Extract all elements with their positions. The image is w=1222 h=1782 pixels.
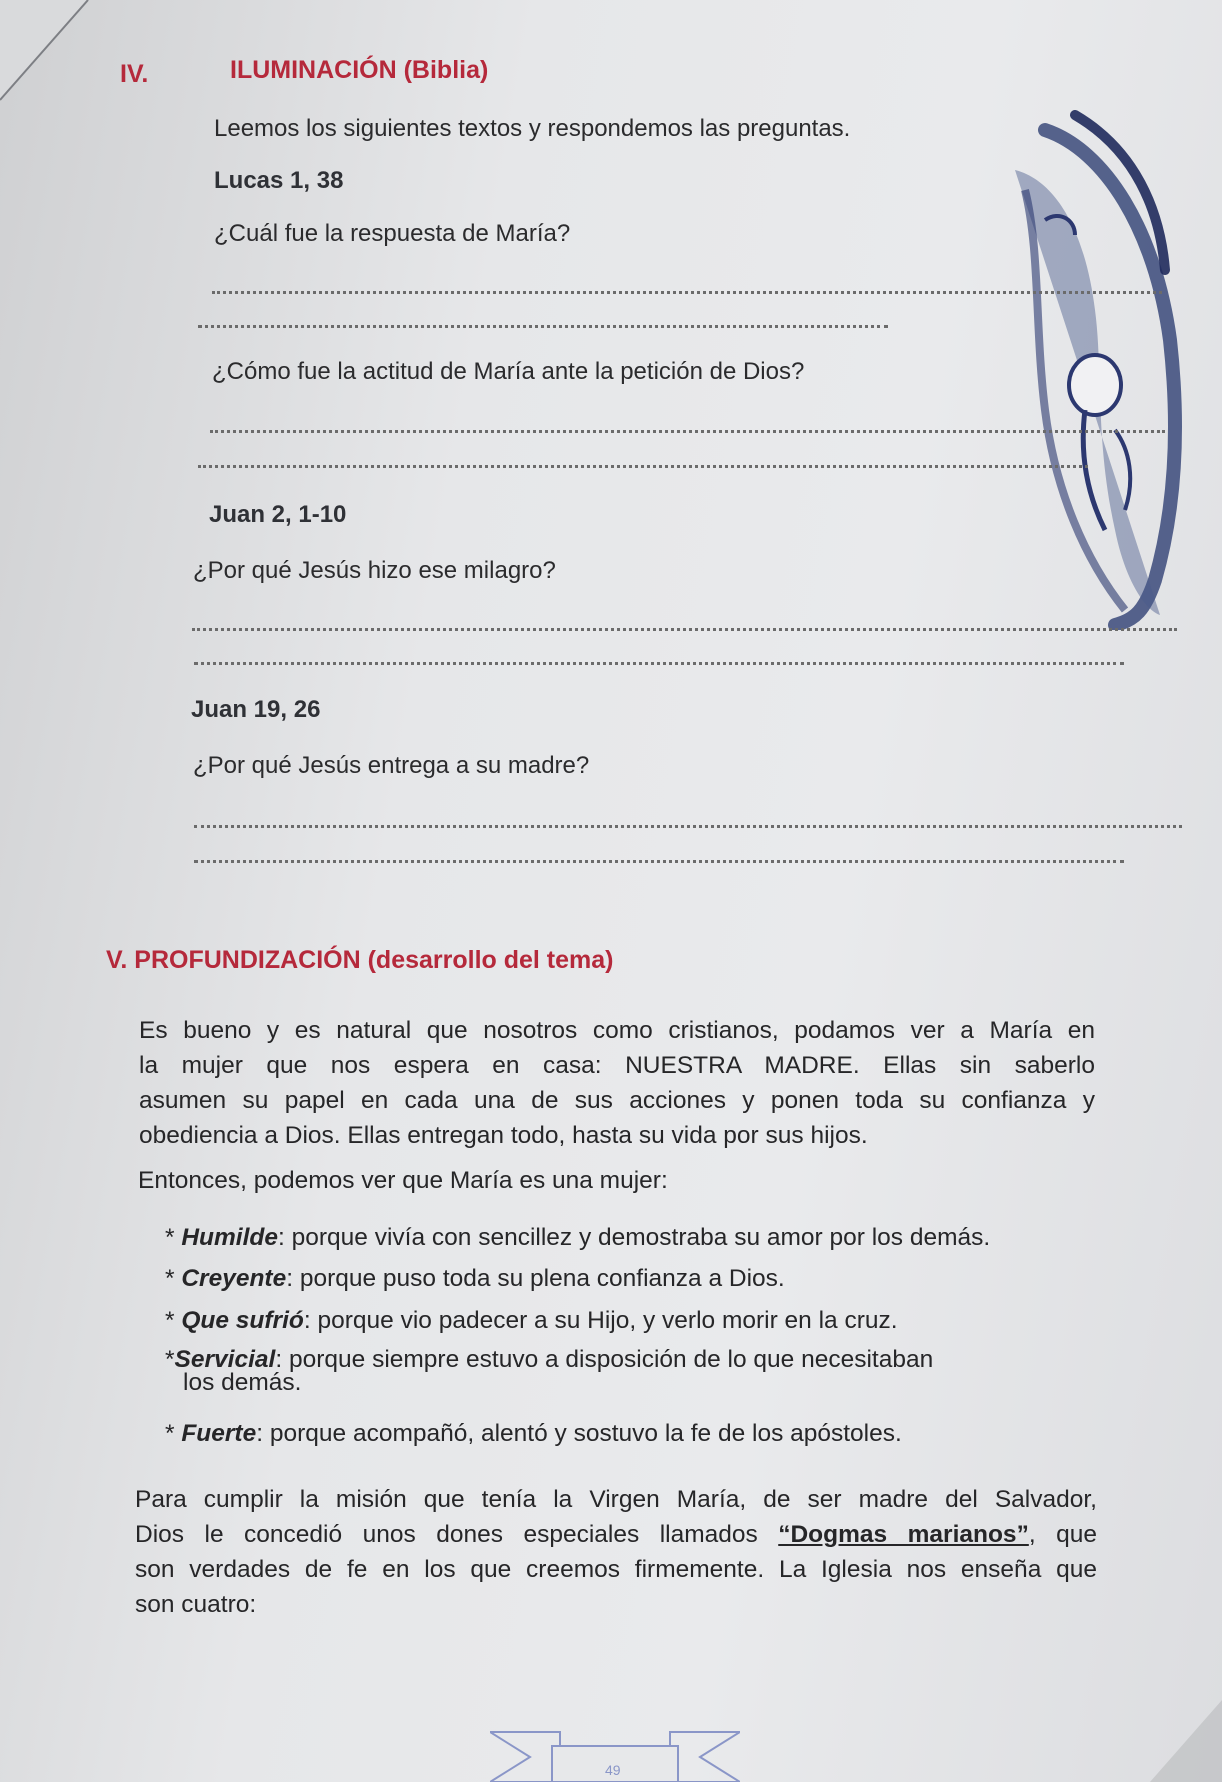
bullet-text: : porque vivía con sencillez y demostraba su amor por los demás. [278,1224,991,1251]
bullet-text: : porque vio padecer a su Hijo, y verlo morir en la cruz. [303,1307,898,1334]
answer-line [194,662,1124,665]
bullet-text: : porque puso toda su plena confianza a Dios. [286,1265,785,1292]
answer-line [210,430,1165,433]
list-item: * Humilde: porque vivía con sencillez y demostraba su amor por los demás. [165,1224,991,1251]
bible-reference: Juan 2, 1-10 [209,501,347,528]
paragraph-line: Es bueno y es natural que nosotros como cristianos, podamos ver a María en [139,1017,1095,1044]
list-item-continuation: los demás. [183,1369,302,1396]
bullet-text: : porque acompañó, alentó y sostuvo la fe de los apóstoles. [256,1420,902,1447]
paragraph: Entonces, podemos ver que María es una mujer: [138,1167,668,1194]
answer-line [212,291,1162,294]
question: ¿Por qué Jesús entrega a su madre? [193,752,590,779]
answer-line [192,628,1177,631]
answer-line [198,325,888,328]
section-number: IV. [120,60,149,88]
list-item: * Fuerte: porque acompañó, alentó y sostuvo la fe de los apóstoles. [165,1420,902,1447]
paragraph-line: Para cumplir la misión que tenía la Virgen María, de ser madre del Salvador, [135,1486,1097,1513]
question: ¿Cuál fue la respuesta de María? [214,220,571,247]
question: ¿Por qué Jesús hizo ese milagro? [193,557,556,584]
paragraph-line: son verdades de fe en los que creemos firmemente. La Iglesia nos enseña que [135,1556,1097,1583]
paragraph-line: obediencia a Dios. Ellas entregan todo, hasta su vida por sus hijos. [139,1122,868,1149]
section-title: ILUMINACIÓN (Biblia) [230,56,489,84]
bullet-term: Creyente [181,1265,287,1292]
section-intro: Leemos los siguientes textos y respondemos las preguntas. [214,115,851,142]
virgin-mary-child-illustration [985,110,1185,630]
bible-reference: Juan 19, 26 [191,696,321,723]
bullet-term: Servicial [174,1346,276,1373]
paragraph-line: la mujer que nos espera en casa: NUESTRA MADRE. Ellas sin saberlo [139,1052,1095,1079]
bullet-term: Que sufrió [181,1307,304,1334]
paragraph [139,1013,1095,1153]
dogmas-marianos-term: “Dogmas marianos” [778,1521,1029,1548]
bible-reference: Lucas 1, 38 [214,167,344,194]
paragraph-line: son cuatro: [135,1591,257,1618]
answer-line [198,465,1088,468]
paragraph-line: Dios le concedió unos dones especiales llamados “Dogmas marianos”, que [135,1521,1097,1548]
paragraph [135,1482,1097,1622]
bullet-term: Fuerte [181,1420,257,1447]
paragraph-line: asumen su papel en cada una de sus acciones y ponen toda su confianza y [139,1087,1095,1114]
question: ¿Cómo fue la actitud de María ante la petición de Dios? [212,358,805,385]
bullet-term: Humilde [181,1224,278,1251]
page-number: 49 [605,1762,621,1778]
list-item: * Creyente: porque puso toda su plena confianza a Dios. [165,1265,785,1292]
answer-line [194,860,1124,863]
section-title: V. PROFUNDIZACIÓN (desarrollo del tema) [106,946,614,974]
list-item: * Que sufrió: porque vio padecer a su Hijo, y verlo morir en la cruz. [165,1307,898,1334]
list-item: *Servicial: porque siempre estuvo a disposición de lo que necesitaban [165,1346,934,1373]
bullet-text: : porque siempre estuvo a disposición de lo que necesitaban [275,1346,934,1373]
answer-line [194,825,1182,828]
